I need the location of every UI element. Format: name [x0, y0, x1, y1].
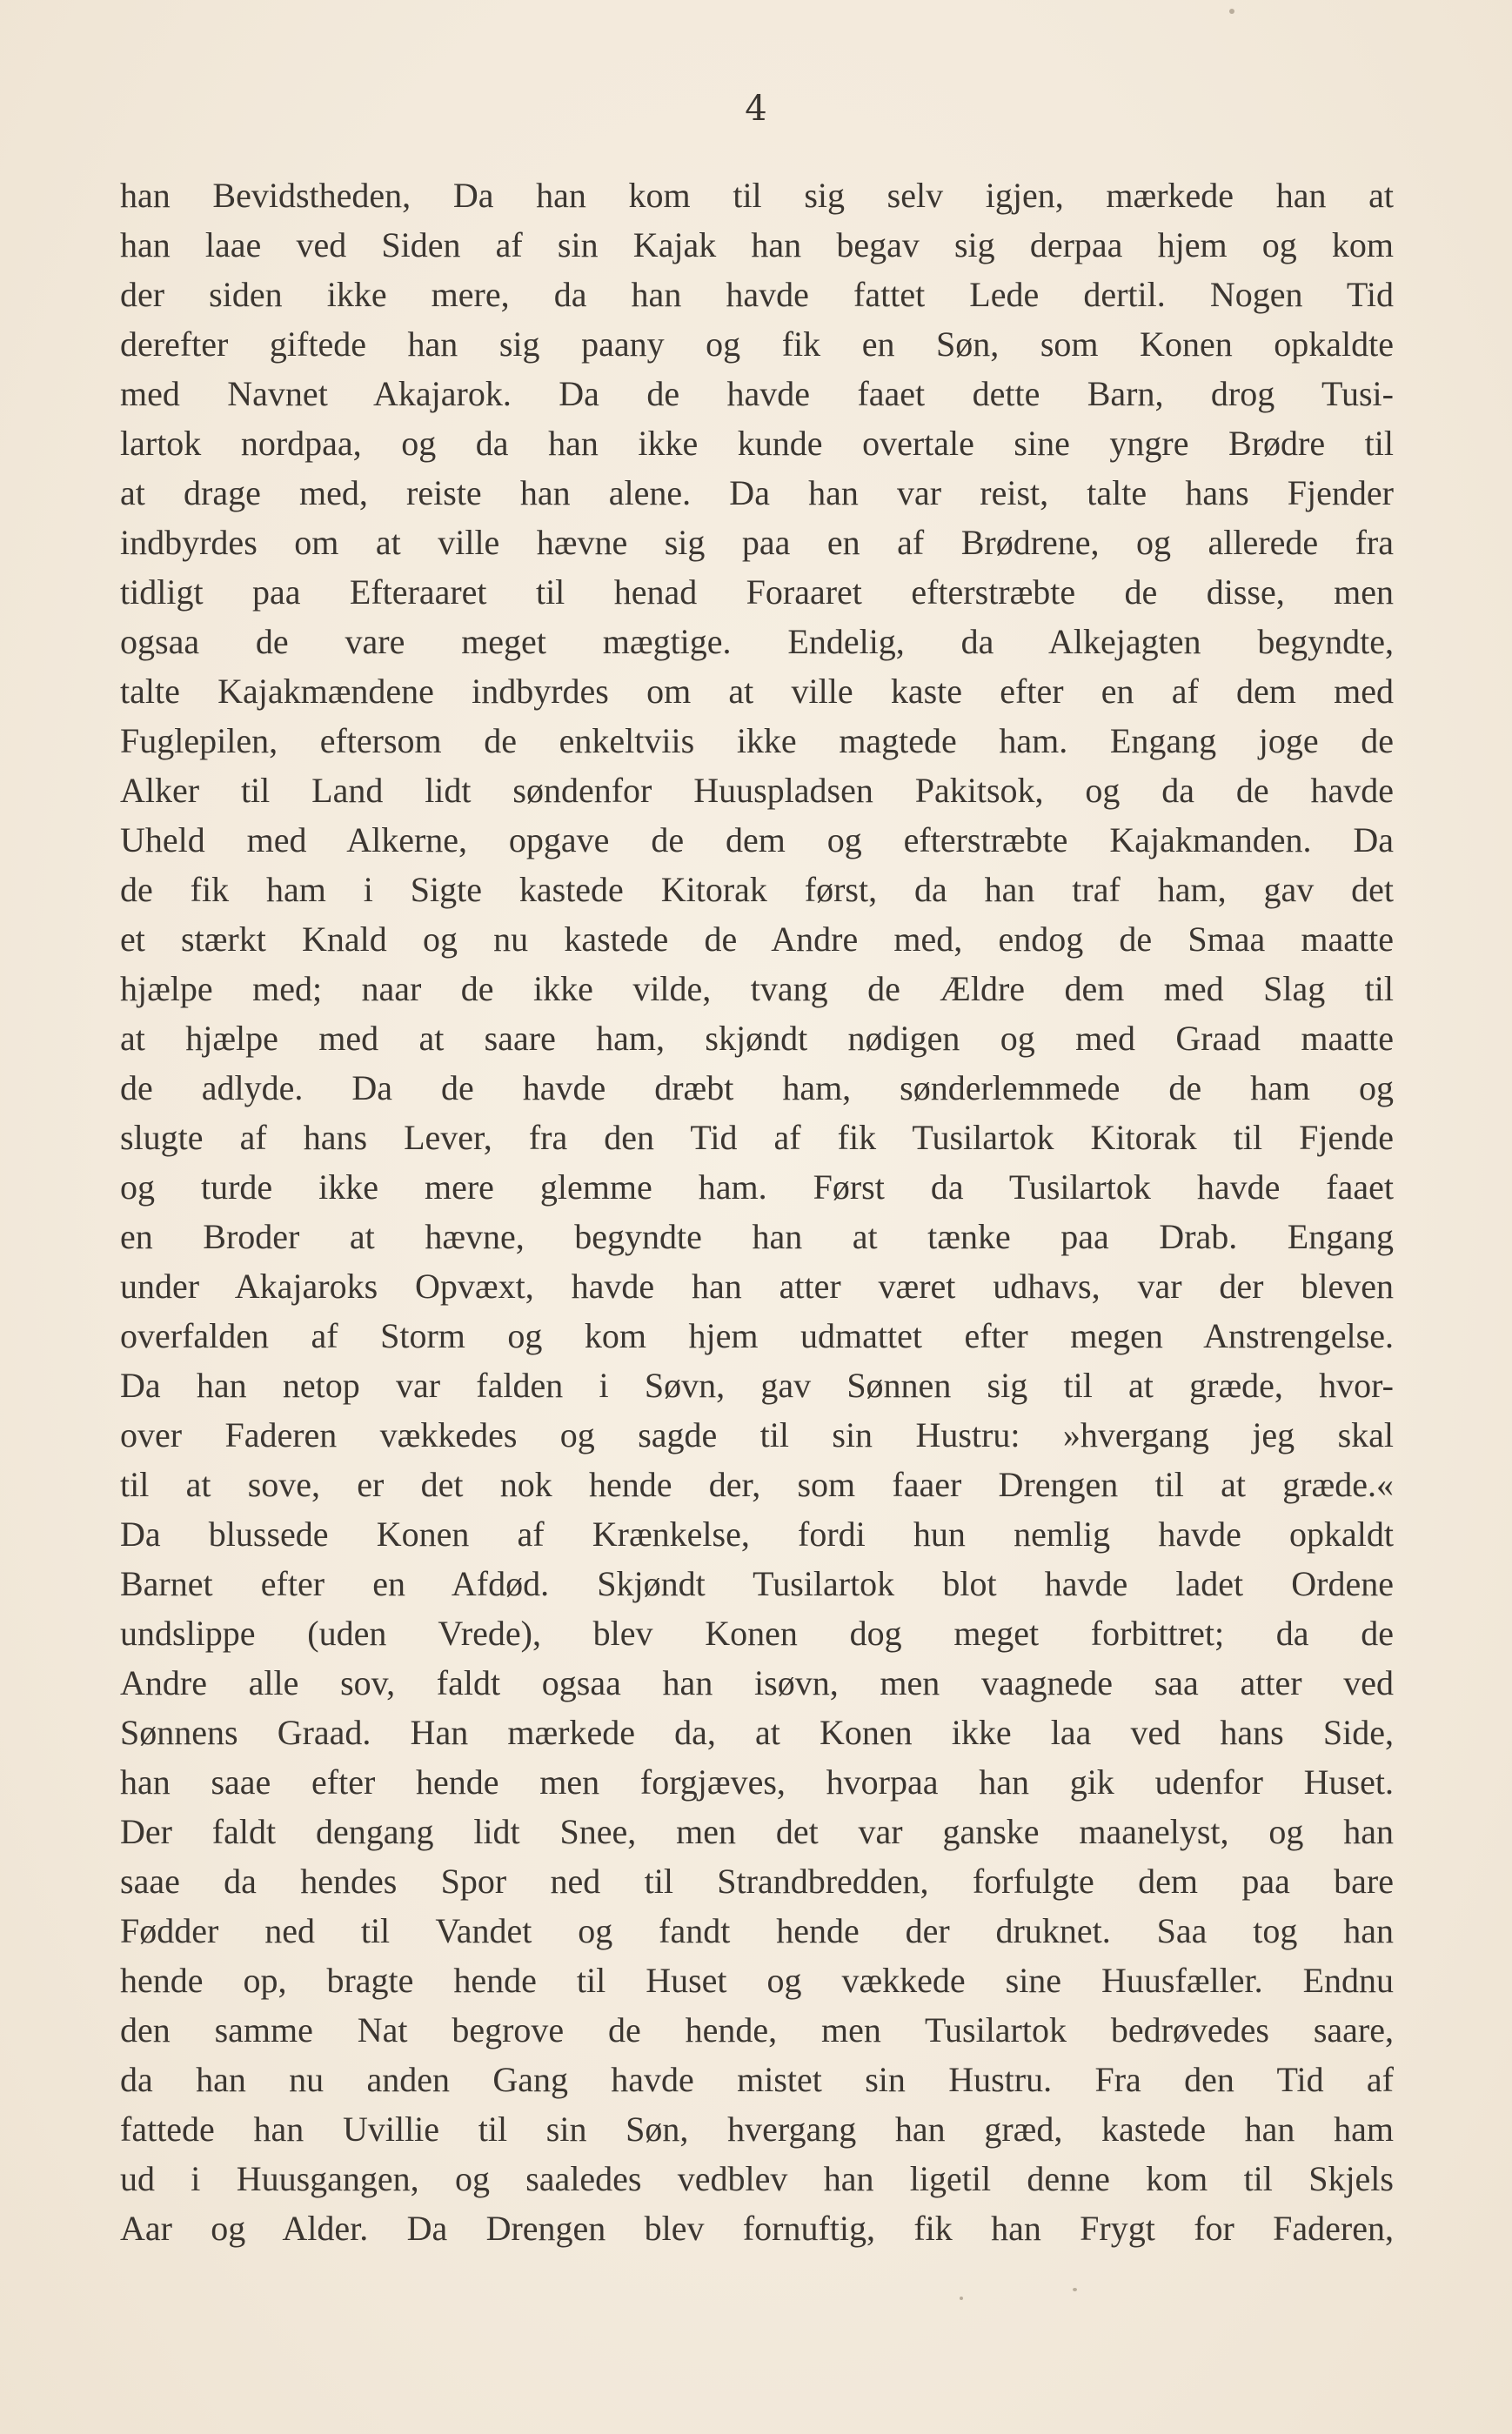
text-line: og turde ikke mere glemme ham. Først da Tusilartok havde faaet	[120, 1167, 1394, 1207]
text-line: til at sove, er det nok hende der, som faaer Drengen til at græde.«	[120, 1465, 1394, 1504]
text-line: Aar og Alder. Da Drengen blev fornuftig, fik han Frygt for Faderen,	[120, 2209, 1394, 2248]
text-line: at drage med, reiste han alene. Da han var reist, talte hans Fjender	[120, 473, 1394, 512]
text-line: hende op, bragte hende til Huset og vækkede sine Huusfæller. Endnu	[120, 1961, 1394, 2000]
text-line: han laae ved Siden af sin Kajak han begav sig derpaa hjem og kom	[120, 225, 1394, 264]
text-line: Sønnens Graad. Han mærkede da, at Konen ikke laa ved hans Side,	[120, 1713, 1394, 1752]
text-line: med Navnet Akajarok. Da de havde faaet dette Barn, drog Tusi-	[120, 374, 1394, 413]
paper-speck	[960, 2297, 963, 2300]
text-line: da han nu anden Gang havde mistet sin Hustru. Fra den Tid af	[120, 2060, 1394, 2099]
text-line: Da blussede Konen af Krænkelse, fordi hun nemlig havde opkaldt	[120, 1515, 1394, 1554]
text-line: fattede han Uvillie til sin Søn, hvergang han græd, kastede han ham	[120, 2110, 1394, 2149]
paper-speck	[1073, 2288, 1077, 2291]
text-line: ogsaa de vare meget mægtige. Endelig, da Alkejagten begyndte,	[120, 622, 1394, 661]
text-line: derefter giftede han sig paany og fik en Søn, som Konen opkaldte	[120, 324, 1394, 364]
text-line: Da han netop var falden i Søvn, gav Sønnen sig til at græde, hvor-	[120, 1366, 1394, 1405]
text-line: Barnet efter en Afdød. Skjøndt Tusilartok blot havde ladet Ordene	[120, 1564, 1394, 1603]
text-line: ud i Huusgangen, og saaledes vedblev han ligetil denne kom til Skjels	[120, 2159, 1394, 2198]
text-line: et stærkt Knald og nu kastede de Andre med, endog de Smaa maatte	[120, 919, 1394, 959]
text-line: saae da hendes Spor ned til Strandbredden, forfulgte dem paa bare	[120, 1862, 1394, 1901]
text-line: tidligt paa Efteraaret til henad Foraaret efterstræbte de disse, men	[120, 572, 1394, 612]
text-line: at hjælpe med at saare ham, skjøndt nødigen og med Graad maatte	[120, 1019, 1394, 1058]
body-text	[120, 171, 1394, 2253]
text-line: Uheld med Alkerne, opgave de dem og efterstræbte Kajakmanden. Da	[120, 820, 1394, 859]
text-line: indbyrdes om at ville hævne sig paa en af Brødrene, og allerede fra	[120, 523, 1394, 562]
text-line: der siden ikke mere, da han havde fattet Lede dertil. Nogen Tid	[120, 275, 1394, 314]
text-line: Fuglepilen, eftersom de enkeltviis ikke magtede ham. Engang joge de	[120, 721, 1394, 760]
text-line: Alker til Land lidt søndenfor Huuspladsen Pakitsok, og da de havde	[120, 771, 1394, 810]
text-line: under Akajaroks Opvæxt, havde han atter været udhavs, var der bleven	[120, 1267, 1394, 1306]
text-line: de fik ham i Sigte kastede Kitorak først, da han traf ham, gav det	[120, 870, 1394, 909]
page-number: 4	[745, 89, 767, 129]
text-line: undslippe (uden Vrede), blev Konen dog meget forbittret; da de	[120, 1614, 1394, 1653]
text-line: talte Kajakmændene indbyrdes om at ville kaste efter en af dem med	[120, 672, 1394, 711]
text-line: Fødder ned til Vandet og fandt hende der druknet. Saa tog han	[120, 1911, 1394, 1950]
text-line: slugte af hans Lever, fra den Tid af fik Tusilartok Kitorak til Fjende	[120, 1118, 1394, 1157]
text-line: Der faldt dengang lidt Snee, men det var ganske maanelyst, og han	[120, 1812, 1394, 1851]
text-line: de adlyde. Da de havde dræbt ham, sønderlemmede de ham og	[120, 1068, 1394, 1107]
text-line: lartok nordpaa, og da han ikke kunde overtale sine yngre Brødre til	[120, 424, 1394, 463]
text-line: overfalden af Storm og kom hjem udmattet efter megen Anstrengelse.	[120, 1316, 1394, 1355]
text-line: han Bevidstheden, Da han kom til sig selv igjen, mærkede han at	[120, 176, 1394, 215]
text-line: han saae efter hende men forgjæves, hvorpaa han gik udenfor Huset.	[120, 1762, 1394, 1802]
text-line: hjælpe med; naar de ikke vilde, tvang de Ældre dem med Slag til	[120, 969, 1394, 1008]
text-line: over Faderen vækkedes og sagde til sin Hustru: »hvergang jeg skal	[120, 1415, 1394, 1454]
text-line: en Broder at hævne, begyndte han at tænke paa Drab. Engang	[120, 1217, 1394, 1256]
text-line: den samme Nat begrove de hende, men Tusilartok bedrøvedes saare,	[120, 2010, 1394, 2050]
paper-speck	[1229, 9, 1234, 14]
text-line: Andre alle sov, faldt ogsaa han isøvn, men vaagnede saa atter ved	[120, 1663, 1394, 1702]
